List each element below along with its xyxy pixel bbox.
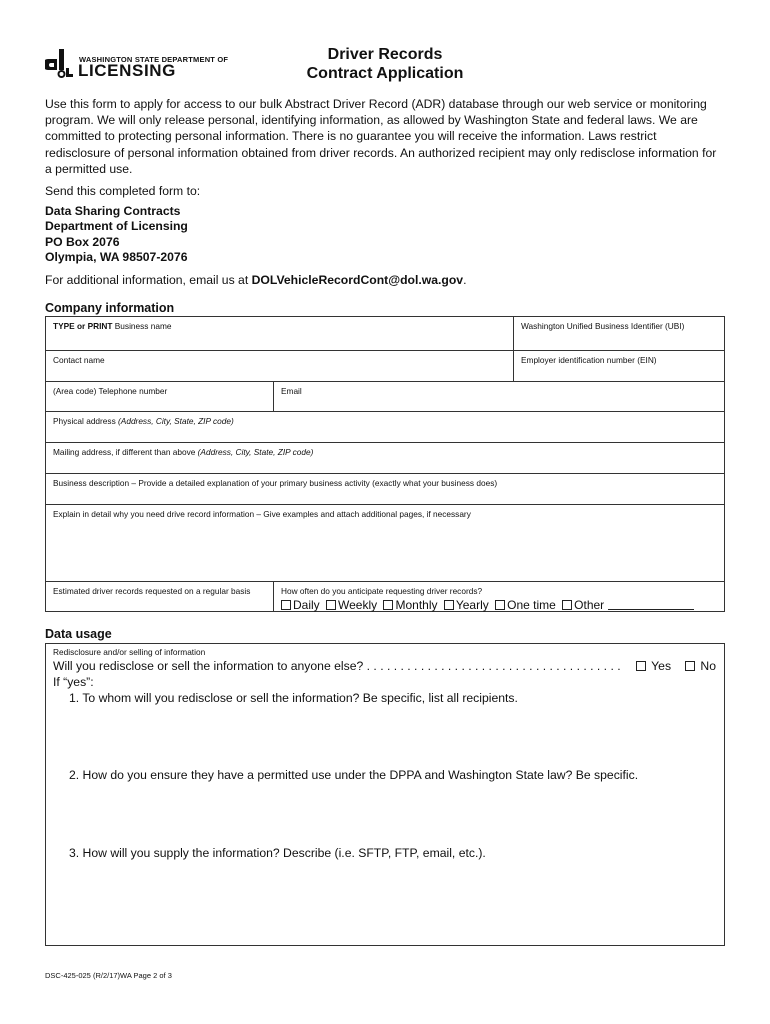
contact-name-field[interactable] bbox=[45, 350, 514, 382]
address-line: PO Box 2076 bbox=[45, 234, 120, 249]
frequency-yearly[interactable]: Yearly bbox=[444, 598, 489, 612]
telephone-field[interactable] bbox=[45, 381, 274, 412]
mailing-address-label: Mailing address, if different than above bbox=[53, 447, 198, 457]
need-explanation-field[interactable] bbox=[45, 504, 725, 582]
estimated-records-label: Estimated driver records requested on a regular basis bbox=[53, 586, 251, 596]
checkbox[interactable] bbox=[383, 600, 393, 610]
frequency-monthly[interactable]: Monthly bbox=[383, 598, 437, 612]
checkbox[interactable] bbox=[495, 600, 505, 610]
ein-label: Employer identification number (EIN) bbox=[521, 355, 657, 365]
form-id-footer: DSC-425-025 (R/2/17)WA Page 2 of 3 bbox=[45, 971, 172, 980]
company-info-heading: Company information bbox=[45, 301, 175, 315]
checkbox[interactable] bbox=[444, 600, 454, 610]
telephone-label: (Area code) Telephone number bbox=[53, 386, 168, 396]
logo-subtitle: WASHINGTON STATE DEPARTMENT OF bbox=[79, 55, 229, 64]
frequency-options bbox=[281, 598, 697, 612]
frequency-weekly[interactable]: Weekly bbox=[326, 598, 377, 612]
checkbox[interactable] bbox=[636, 661, 646, 671]
ein-field[interactable] bbox=[513, 350, 725, 382]
question-permitted-use: 2. How do you ensure they have a permitted use under the DPPA and Washington State law? Be specific. bbox=[69, 768, 639, 782]
redisclosure-label: Redisclosure and/or selling of information bbox=[53, 647, 206, 657]
business-name-field[interactable] bbox=[45, 316, 514, 351]
physical-address-field[interactable] bbox=[45, 411, 725, 443]
checkbox[interactable] bbox=[685, 661, 695, 671]
frequency-one-time[interactable]: One time bbox=[495, 598, 556, 612]
intro-paragraph: Use this form to apply for access to our bulk Abstract Driver Record (ADR) database through our web service or monitoring program. We will only release personal, identifying information, as allowed by Washington State and federal laws. We are committed to protecting personal information. There is no guarantee you will receive the information. Laws restrict redisclosure of personal information obtained from driver records. An authorized recipient may only redisclose information for a permitted use. bbox=[45, 97, 717, 176]
redisclose-no[interactable]: No bbox=[685, 659, 716, 673]
other-frequency-input[interactable] bbox=[608, 599, 694, 610]
mailing-address-hint: (Address, City, State, ZIP code) bbox=[197, 447, 314, 457]
business-description-label: Business description – Provide a detailed explanation of your primary business activity (exactly what your business does) bbox=[53, 478, 498, 488]
physical-address-label: Physical address bbox=[53, 416, 119, 426]
send-to-label: Send this completed form to: bbox=[45, 184, 201, 198]
frequency-other[interactable]: Other bbox=[562, 598, 693, 612]
data-usage-heading: Data usage bbox=[45, 627, 112, 641]
frequency-daily[interactable]: Daily bbox=[281, 598, 320, 612]
need-explanation-label: Explain in detail why you need drive record information – Give examples and attach additional pages, if necessary bbox=[53, 509, 471, 519]
redisclose-question: Will you redisclose or sell the information to anyone else? . . . . . . . . . . . . . . . . . . . . . . . . . . . . . . . . . . . . . . bbox=[53, 659, 621, 673]
business-description-field[interactable] bbox=[45, 473, 725, 505]
checkbox[interactable] bbox=[281, 600, 291, 610]
logo-title: LICENSING bbox=[78, 61, 176, 80]
page-title-line1: Driver Records bbox=[327, 46, 443, 63]
email-prefix: For additional information, email us at bbox=[45, 273, 252, 287]
page-title-line2: Contract Application bbox=[306, 65, 464, 82]
contact-email-line bbox=[45, 273, 466, 287]
mailing-address-field[interactable] bbox=[45, 442, 725, 474]
email-suffix: . bbox=[463, 273, 467, 287]
redisclosure-box bbox=[45, 643, 725, 946]
request-frequency-label: How often do you anticipate requesting driver records? bbox=[281, 586, 483, 596]
physical-address-hint: (Address, City, State, ZIP code) bbox=[118, 416, 234, 426]
estimated-records-field[interactable] bbox=[45, 581, 274, 612]
email-field[interactable] bbox=[273, 381, 725, 412]
contact-email-link[interactable]: DOLVehicleRecordCont@dol.wa.gov bbox=[251, 273, 464, 287]
question-recipients: 1. To whom will you redisclose or sell the information? Be specific, list all recipients. bbox=[69, 691, 518, 705]
address-line: Department of Licensing bbox=[45, 219, 188, 234]
redisclose-yes[interactable]: Yes bbox=[636, 659, 671, 673]
checkbox[interactable] bbox=[562, 600, 572, 610]
email-label: Email bbox=[281, 386, 302, 396]
address-line: Data Sharing Contracts bbox=[45, 204, 181, 218]
address-line: Olympia, WA 98507-2076 bbox=[45, 250, 188, 265]
ubi-field[interactable] bbox=[513, 316, 725, 351]
contact-name-label: Contact name bbox=[53, 355, 105, 365]
request-frequency-field bbox=[273, 581, 725, 612]
mailing-address-block bbox=[45, 204, 188, 266]
ubi-label: Washington Unified Business Identifier (UBI) bbox=[521, 321, 685, 331]
if-yes-label: If “yes”: bbox=[53, 675, 94, 689]
business-name-label: Business name bbox=[112, 321, 172, 331]
checkbox[interactable] bbox=[326, 600, 336, 610]
question-supply-method: 3. How will you supply the information? Describe (i.e. SFTP, FTP, email, etc.). bbox=[69, 846, 486, 860]
business-name-bold-label: TYPE or PRINT bbox=[53, 321, 113, 331]
